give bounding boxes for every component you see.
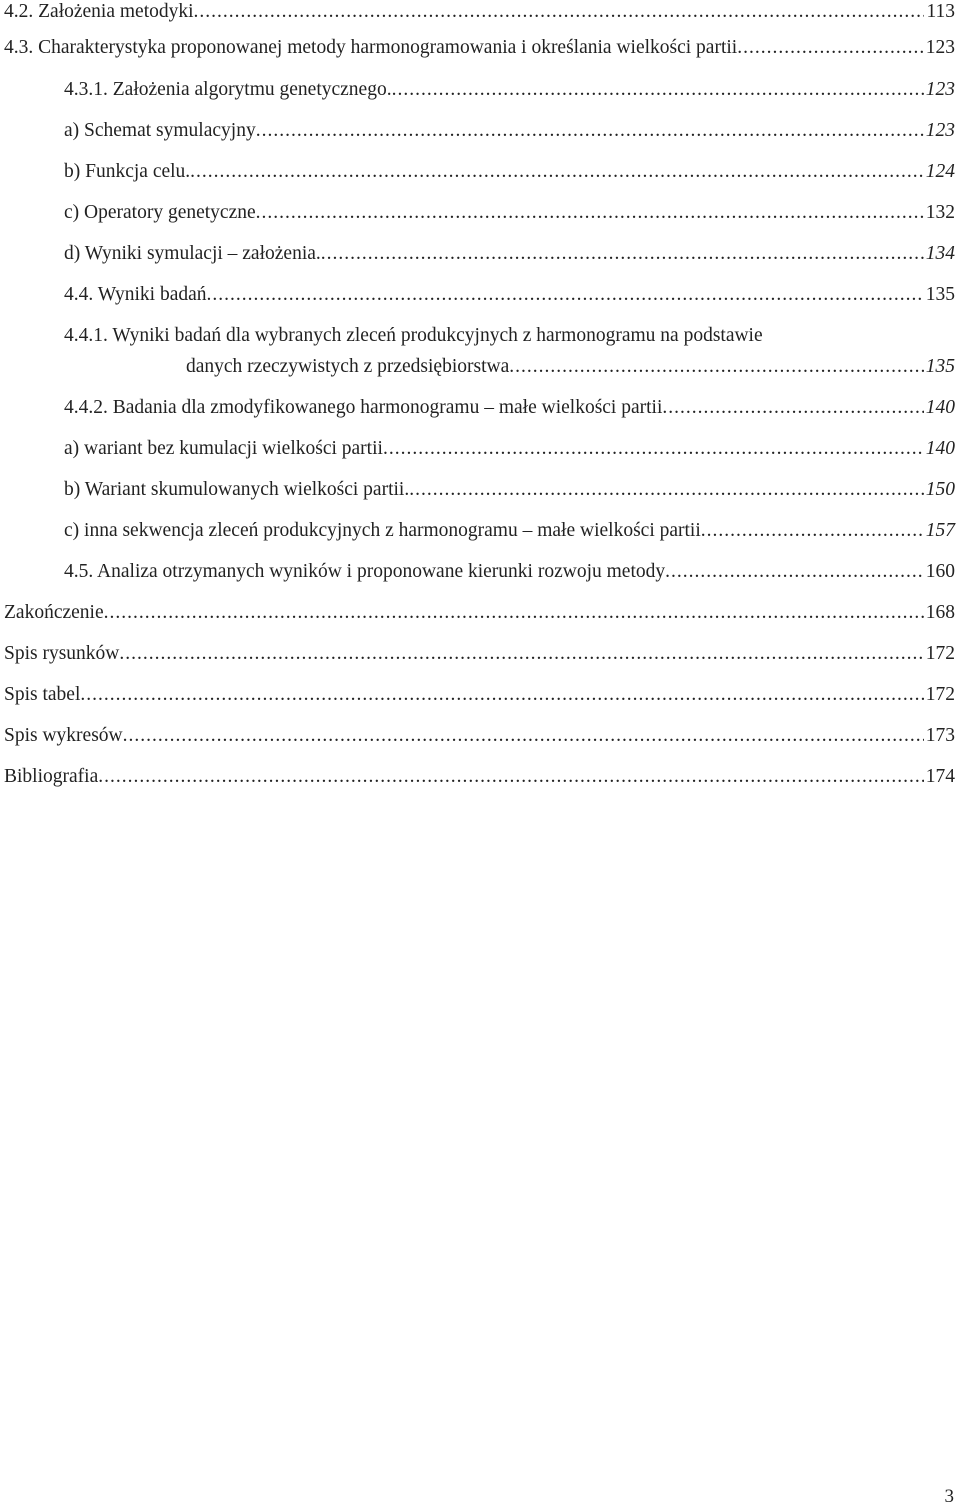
toc-entry[interactable] [4, 601, 955, 625]
toc-dot-leader [80, 683, 923, 707]
toc-entry-page: 135 [925, 284, 955, 305]
toc-dot-leader [665, 560, 924, 584]
toc-entry-title: a) wariant bez kumulacji wielkości partii [64, 438, 383, 459]
toc-entry-title: Bibliografia [4, 766, 99, 787]
toc-entry-page: 123 [925, 120, 955, 141]
toc-entry[interactable] [64, 283, 955, 307]
toc-entry[interactable] [4, 0, 955, 24]
toc-entry-page: 134 [925, 243, 955, 264]
toc-entry-title: 4.5. Analiza otrzymanych wyników i proponowane kierunki rozwoju metody [64, 561, 666, 582]
toc-entry-page: 174 [925, 766, 955, 787]
toc-entry[interactable] [64, 201, 955, 225]
toc-entry-title: Zakończenie [4, 602, 104, 623]
toc-entry-title: 4.3.1. Założenia algorytmu genetycznego. [64, 79, 392, 100]
toc-entry-page: 135 [925, 356, 955, 377]
toc-dot-leader [409, 478, 924, 502]
toc-dot-leader [190, 160, 924, 184]
toc-entry-title: 4.4.1. Wyniki badań dla wybranych zleceń produkcyjnych z harmonogramu na podstawie [64, 325, 763, 346]
toc-entry-title: Spis tabel [4, 684, 81, 705]
toc-entry-page: 140 [925, 438, 955, 459]
toc-dot-leader [662, 396, 923, 420]
toc-dot-leader [509, 355, 924, 379]
toc-dot-leader [256, 119, 924, 143]
toc-entry[interactable] [4, 765, 955, 789]
toc-entry[interactable] [186, 355, 955, 379]
toc-entry-page: 157 [925, 520, 955, 541]
toc-entry-title: 4.2. Założenia metodyki [4, 1, 194, 22]
toc-entry-title: c) Operatory genetyczne [64, 202, 256, 223]
toc-entry-title: 4.3. Charakterystyka proponowanej metody harmonogramowania i określania wielkości partii [4, 37, 738, 58]
toc-dot-leader [98, 765, 924, 789]
toc-dot-leader [104, 601, 924, 625]
toc-entry-page: 124 [925, 161, 955, 182]
toc-dot-leader [392, 78, 924, 102]
toc-entry-title: c) inna sekwencja zleceń produkcyjnych z harmonogramu – małe wielkości partii [64, 520, 701, 541]
toc-entry-page: 140 [925, 397, 955, 418]
toc-entry[interactable] [64, 119, 955, 143]
toc-entry-title: b) Wariant skumulowanych wielkości partii. [64, 479, 410, 500]
toc-dot-leader [321, 242, 924, 266]
toc-entry[interactable] [4, 642, 955, 666]
toc-entry-title-continued: danych rzeczywistych z przedsiębiorstwa [186, 356, 510, 377]
toc-entry-title: Spis wykresów [4, 725, 123, 746]
toc-entry[interactable] [4, 36, 955, 60]
toc-entry[interactable] [64, 437, 955, 461]
toc-entry[interactable] [64, 396, 955, 420]
toc-entry-title: 4.4. Wyniki badań [64, 284, 207, 305]
toc-entry-page: 172 [925, 684, 955, 705]
toc-dot-leader [383, 437, 924, 461]
toc-entry-page: 123 [925, 37, 955, 58]
toc-entry-title: d) Wyniki symulacji – założenia. [64, 243, 321, 264]
toc-entry-title: b) Funkcja celu. [64, 161, 191, 182]
toc-entry-page: 123 [925, 79, 955, 100]
toc-entry-page: 113 [926, 1, 955, 22]
toc-entry-page: 173 [925, 725, 955, 746]
toc-entry[interactable] [4, 724, 955, 748]
toc-entry[interactable] [64, 160, 955, 184]
toc-entry[interactable] [64, 78, 955, 102]
toc-dot-leader [123, 724, 924, 748]
toc-entry[interactable] [64, 242, 955, 266]
toc-entry-page: 168 [925, 602, 955, 623]
toc-entry-title: 4.4.2. Badania dla zmodyfikowanego harmonogramu – małe wielkości partii [64, 397, 663, 418]
toc-dot-leader [207, 283, 924, 307]
toc-entry-title: a) Schemat symulacyjny [64, 120, 256, 141]
toc-dot-leader [256, 201, 924, 225]
toc-entry[interactable] [64, 560, 955, 584]
toc-entry[interactable] [64, 478, 955, 502]
toc-dot-leader [119, 642, 923, 666]
toc-entry[interactable] [4, 683, 955, 707]
toc-dot-leader [701, 519, 924, 543]
toc-dot-leader [194, 0, 925, 24]
toc-dot-leader [737, 36, 924, 60]
toc-entry[interactable] [64, 519, 955, 543]
toc-entry-title: Spis rysunków [4, 643, 120, 664]
toc-entry-first-line[interactable] [64, 324, 955, 348]
toc-entry-page: 172 [925, 643, 955, 664]
toc-entry-page: 132 [925, 202, 955, 223]
page-number: 3 [944, 1486, 954, 1507]
toc-entry-page: 150 [925, 479, 955, 500]
toc-entry-page: 160 [925, 561, 955, 582]
